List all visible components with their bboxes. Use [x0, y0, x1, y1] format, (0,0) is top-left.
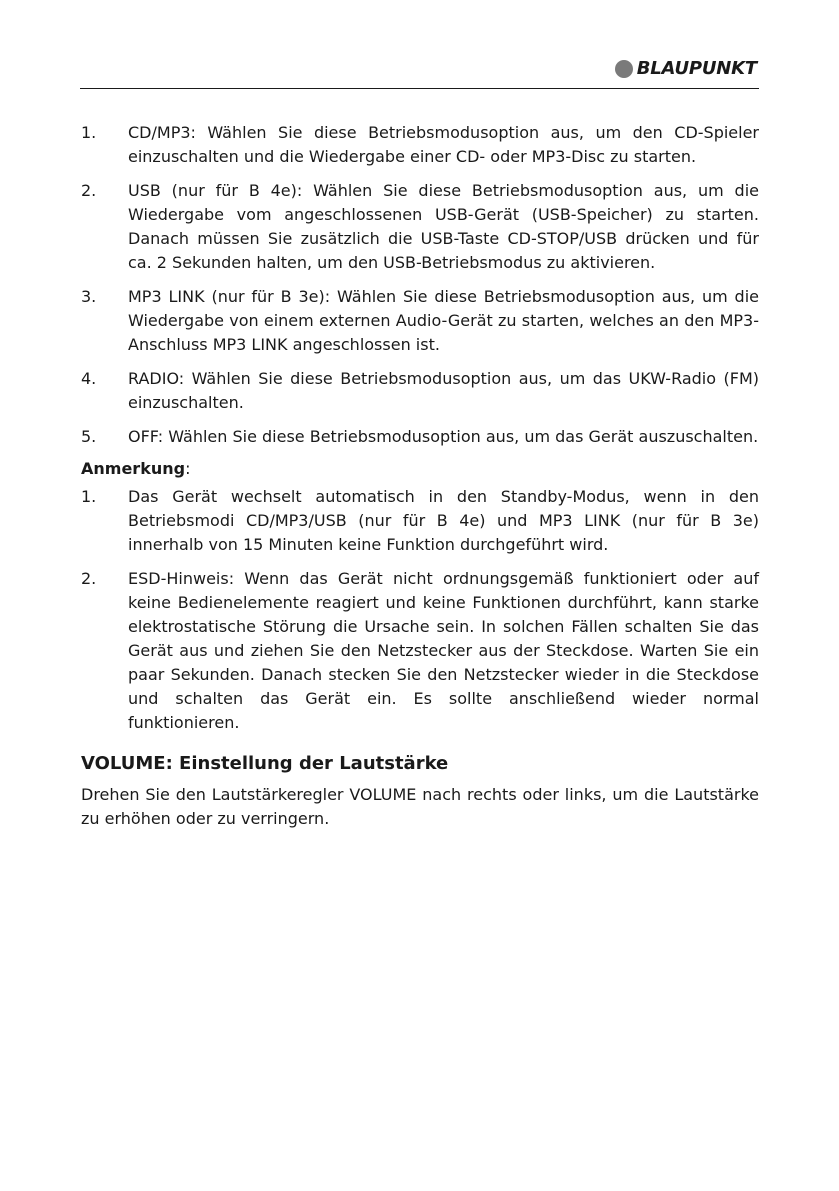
item-text: ESD-Hinweis: Wenn das Gerät nicht ordnungsgemäß funktioniert oder auf keine Bedienelemente reagiert und keine Funktionen durchführt, kann starke elektrostatische Störung die Ursache sein. In solchen Fällen schalten Sie das Gerät aus und ziehen Sie den Netzstecker aus der Steckdose. Warten Sie ein paar Sekunden. Danach stecken Sie den Netzstecker wieder in die Steckdose und schalten das Gerät ein. Es sollte anschließend wieder normal funktionieren.: [128, 569, 759, 732]
item-text: OFF: Wählen Sie diese Betriebsmodusoption aus, um das Gerät auszuschalten.: [128, 427, 759, 446]
item-text: MP3 LINK (nur für B 3e): Wählen Sie diese Betriebsmodusoption aus, um die Wiedergabe von einem externen Audio-Gerät zu starten, welches an den MP3-Anschluss MP3 LINK angeschlossen ist.: [128, 287, 759, 354]
list-item: [81, 179, 759, 275]
volume-paragraph: Drehen Sie den Lautstärkeregler VOLUME nach rechts oder links, um die Lautstärke zu erhöhen oder zu verringern.: [81, 785, 759, 828]
item-number: 5.: [81, 427, 97, 446]
list-item: [81, 367, 759, 415]
list-item: [81, 285, 759, 357]
logo-dot-icon: [615, 60, 633, 78]
item-text: USB (nur für B 4e): Wählen Sie diese Betriebsmodusoption aus, um die Wiedergabe vom angeschlossenen USB-Gerät (USB-Speicher) zu starten. Danach müssen Sie zusätzlich die USB-Taste CD-STOP/USB drücken und für ca. 2 Sekunden halten, um den USB-Betriebsmodus zu aktivieren.: [128, 181, 759, 272]
brand-name: BLAUPUNKT: [636, 58, 757, 79]
note-heading-label: Anmerkung: [81, 459, 186, 478]
item-number: 1.: [81, 487, 97, 506]
brand-logo: [615, 58, 757, 79]
note-list: [81, 485, 759, 735]
item-number: 3.: [81, 287, 97, 306]
note-heading: [81, 457, 759, 481]
item-number: 4.: [81, 369, 97, 388]
list-item: [81, 485, 759, 557]
item-text: Das Gerät wechselt automatisch in den Standby-Modus, wenn in den Betriebsmodi CD/MP3/USB (nur für B 4e) und MP3 LINK (nur für B 3e) innerhalb von 15 Minuten keine Funktion durchgeführt wird.: [128, 487, 759, 554]
item-number: 2.: [81, 569, 97, 588]
item-number: 2.: [81, 181, 97, 200]
list-item: [81, 121, 759, 169]
page-header: [80, 50, 759, 89]
page-content: [81, 121, 759, 831]
volume-heading: VOLUME: Einstellung der Lautstärke: [81, 753, 449, 774]
list-item: [81, 425, 759, 449]
item-number: 1.: [81, 123, 97, 142]
note-heading-colon: :: [185, 459, 191, 478]
list-item: [81, 567, 759, 735]
item-text: CD/MP3: Wählen Sie diese Betriebsmodusoption aus, um den CD-Spieler einzuschalten und die Wiedergabe einer CD- oder MP3-Disc zu starten.: [128, 123, 759, 166]
item-text: RADIO: Wählen Sie diese Betriebsmodusoption aus, um das UKW-Radio (FM) einzuschalten.: [128, 369, 759, 412]
mode-list: [81, 121, 759, 449]
